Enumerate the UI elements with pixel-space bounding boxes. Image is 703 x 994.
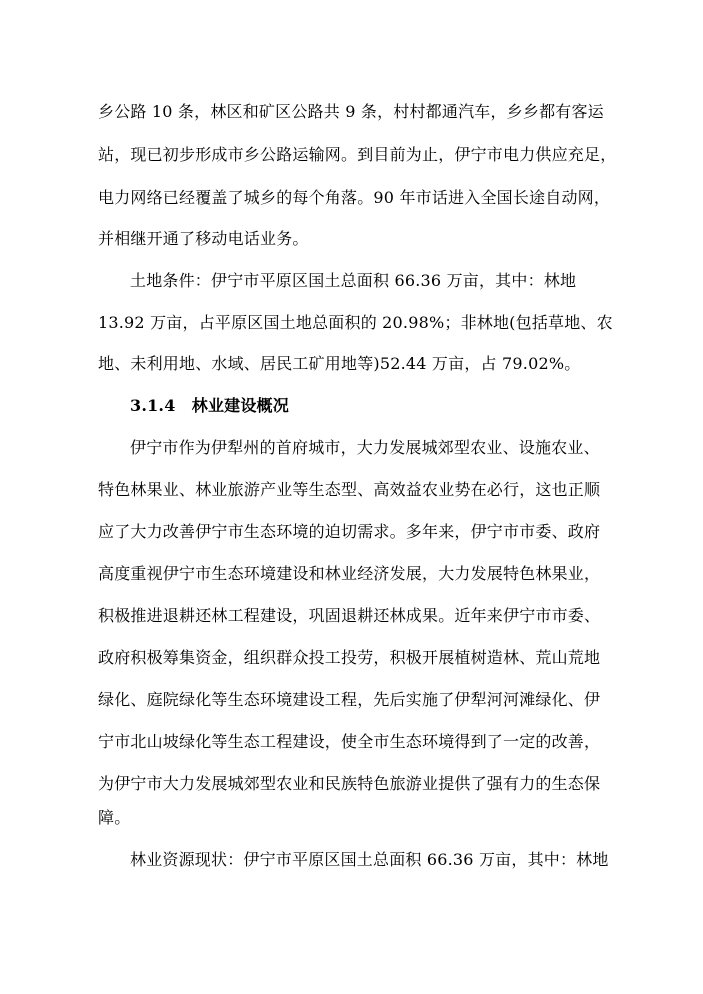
paragraph-line: 积极推进退耕还林工程建设，巩固退耕还林成果。近年来伊宁市市委、 xyxy=(98,606,601,625)
paragraph-line: 13.92 万亩，占平原区国土地总面积的 20.98%；非林地(包括草地、农 xyxy=(98,313,613,332)
paragraph-line: 应了大力改善伊宁市生态环境的迫切需求。多年来，伊宁市市委、政府 xyxy=(98,522,601,541)
paragraph-line: 绿化、庭院绿化等生态环境建设工程，先后实施了伊犁河河滩绿化、伊 xyxy=(98,690,601,709)
paragraph-line: 土地条件：伊宁市平原区国土总面积 66.36 万亩，其中：林地 xyxy=(130,271,577,290)
paragraph-line: 林业资源现状：伊宁市平原区国土总面积 66.36 万亩，其中：林地 xyxy=(130,850,609,869)
paragraph-line: 伊宁市作为伊犁州的首府城市，大力发展城郊型农业、设施农业、 xyxy=(130,438,600,457)
paragraph-line: 障。 xyxy=(98,808,131,827)
paragraph-line: 为伊宁市大力发展城郊型农业和民族特色旅游业提供了强有力的生态保 xyxy=(98,774,601,793)
paragraph-line: 乡公路 10 条，林区和矿区公路共 9 条，村村都通汽车，乡乡都有客运 xyxy=(98,102,604,121)
paragraph-line: 宁市北山坡绿化等生态工程建设，使全市生态环境得到了一定的改善， xyxy=(98,732,601,751)
paragraph-line: 电力网络已经覆盖了城乡的每个角落。90 年市话进入全国长途自动网， xyxy=(98,188,611,207)
paragraph-line: 站，现已初步形成市乡公路运输网。到目前为止，伊宁市电力供应充足， xyxy=(98,145,617,164)
paragraph-line: 特色林果业、林业旅游产业等生态型、高效益农业势在必行，这也正顺 xyxy=(98,480,601,499)
paragraph-line: 政府积极筹集资金，组织群众投工投劳，积极开展植树造林、荒山荒地 xyxy=(98,648,601,667)
paragraph-line: 地、未利用地、水域、居民工矿用地等)52.44 万亩，占 79.02%。 xyxy=(98,354,581,373)
paragraph-line: 并相继开通了移动电话业务。 xyxy=(98,229,309,248)
paragraph-line: 高度重视伊宁市生态环境建设和林业经济发展，大力发展特色林果业， xyxy=(98,564,601,583)
section-heading: 3.1.4 林业建设概况 xyxy=(130,396,289,415)
